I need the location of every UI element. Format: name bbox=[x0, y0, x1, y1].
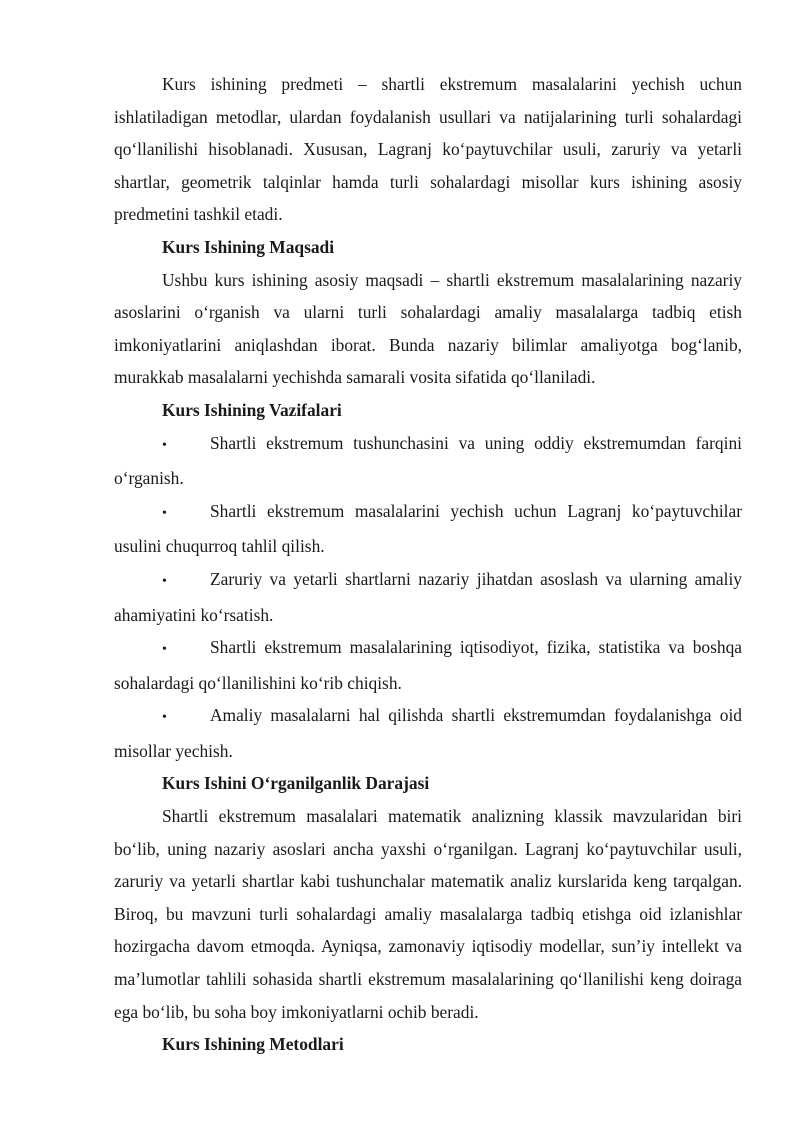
list-item-text: Amaliy masalalarni hal qilishda shartli ekstremumdan foydalanishga oid misollar yechish. bbox=[114, 705, 742, 761]
task-list bbox=[114, 427, 742, 768]
list-item bbox=[114, 495, 742, 563]
list-item-text: Zaruriy va yetarli shartlarni nazariy jihatdan asoslash va ularning amaliy ahamiyatini ko‘rsatish. bbox=[114, 568, 742, 625]
list-item-text: Shartli ekstremum tushunchasini va uning oddiy ekstremumdan farqini o‘rganish. bbox=[114, 432, 742, 489]
bullet-icon: • bbox=[162, 710, 167, 726]
list-item bbox=[114, 699, 742, 767]
list-item bbox=[114, 563, 742, 631]
paragraph-goal: Ushbu kurs ishining asosiy maqsadi – shartli ekstremum masalalarining nazariy asoslarini o‘rganish va ularni turli sohalardagi amaliy masalalarga tadbiq etish imkoniyatlarini aniqlashdan iborat. Bunda nazariy bilimlar amaliyotga bog‘lanib, murakkab masalalarni yechishda samarali vosita sifatida qo‘llaniladi. bbox=[114, 269, 742, 388]
list-item bbox=[114, 631, 742, 699]
heading-methods: Kurs Ishining Metodlari bbox=[162, 1034, 344, 1055]
list-item-text: Shartli ekstremum masalalarini yechish uchun Lagranj ko‘paytuvchilar usulini chuqurroq tahlil qilish. bbox=[114, 500, 742, 557]
heading-goal: Kurs Ishining Maqsadi bbox=[162, 236, 335, 257]
heading-tasks: Kurs Ishining Vazifalari bbox=[162, 399, 342, 420]
list-item bbox=[114, 427, 742, 495]
bullet-icon: • bbox=[162, 437, 167, 453]
heading-research-level: Kurs Ishini O‘rganilganlik Darajasi bbox=[162, 773, 430, 794]
bullet-icon: • bbox=[162, 505, 167, 521]
bullet-icon: • bbox=[162, 573, 167, 589]
paragraph-subject: Kurs ishining predmeti – shartli ekstremum masalalarini yechish uchun ishlatiladigan metodlar, ulardan foydalanish usullari va natijalarining turli sohalardagi qo‘llanilishi hisoblanadi. Xususan, Lagranj ko‘paytuvchilar usuli, zaruriy va yetarli shartlar, geometrik talqinlar hamda turli sohalardagi misollar kurs ishining asosiy predmetini tashkil etadi. bbox=[114, 74, 742, 225]
document-page bbox=[114, 68, 742, 1061]
list-item-text: Shartli ekstremum masalalarining iqtisodiyot, fizika, statistika va boshqa sohalardagi qo‘llanilishini ko‘rib chiqish. bbox=[114, 637, 742, 693]
paragraph-research-level: Shartli ekstremum masalalari matematik analizning klassik mavzularidan biri bo‘lib, uning nazariy asoslari ancha yaxshi o‘rganilgan. Lagranj ko‘paytuvchilar usuli, zaruriy va yetarli shartlar kabi tushunchalar matematik analiz kurslarida keng tarqalgan. Biroq, bu mavzuni turli sohalardagi amaliy masalalarga tadbiq etishga oid izlanishlar hozirgacha davom etmoqda. Ayniqsa, zamonaviy iqtisodiy modellar, sun’iy intellekt va ma’lumotlar tahlili sohasida shartli ekstremum masalalarining qo‘llanilishi keng doiraga ega bo‘lib, bu soha boy imkoniyatlarni ochib beradi. bbox=[114, 806, 742, 1022]
bullet-icon: • bbox=[162, 642, 167, 658]
